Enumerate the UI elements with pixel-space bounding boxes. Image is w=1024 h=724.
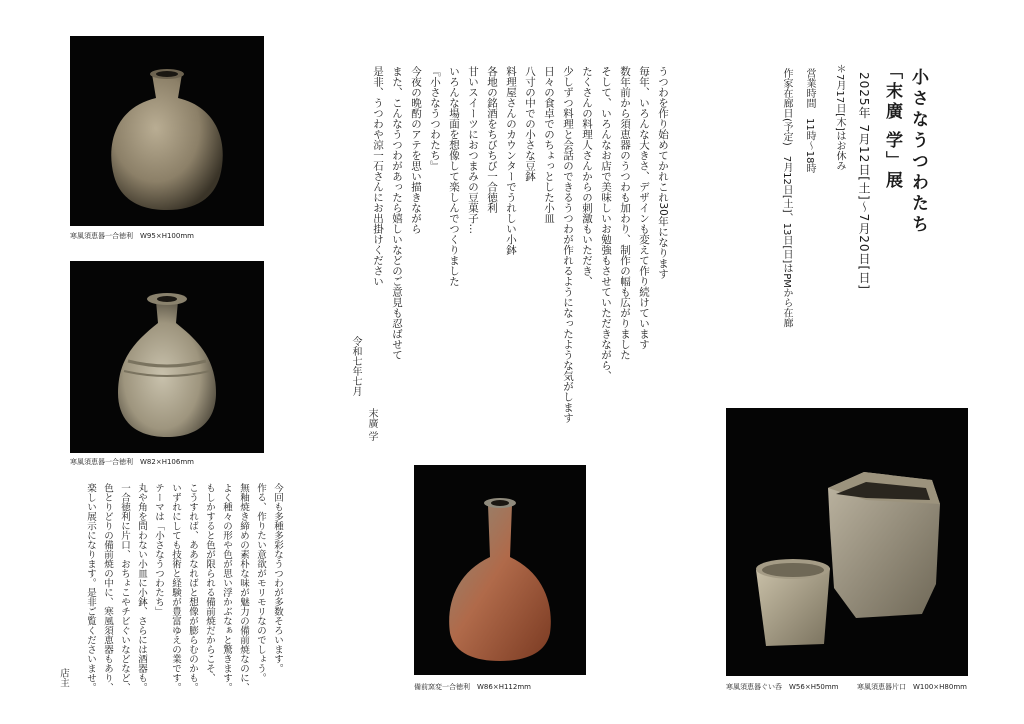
photo-bizen-bottle: [414, 465, 586, 675]
photo-sake-bottle-2: [70, 261, 264, 453]
shop-text-line: 作る、作りたい意欲がモリモリなのでしょう。: [255, 483, 266, 683]
main-text-line: そして、いろんなお店で美味しいお勉強もさせていただきながら、: [600, 66, 612, 381]
photo-sake-bottle-1: [70, 36, 264, 226]
shop-text-line: 一合徳利に片口、おちょこやチビぐいなどなど、: [119, 483, 130, 692]
shop-text-line: テーマは「小さなうつわたち」: [153, 483, 164, 616]
photo-2-caption: 寒風須恵器一合徳利 W82×H106mm: [70, 458, 194, 466]
bizen-bottle-image: [414, 465, 586, 675]
main-text-line: 甘いスイーツにおつまみの豆菓子…: [467, 66, 479, 234]
photo-3-caption: 備前窯変一合徳利 W86×H112mm: [414, 683, 531, 691]
shop-text-line: 丸や角を問わない小皿に小鉢、さらには酒器も。: [136, 483, 147, 692]
artist-attendance: 作家在廊日(予定) 7月12日[土]、13日[日]はPMから在廊: [781, 68, 792, 328]
sake-bottle-1-image: [70, 36, 264, 226]
shop-text-line: 無釉焼き締めの素朴な味が魅力の備前焼なのに、: [238, 483, 249, 692]
main-text-line: 料理屋さんのカウンターでうれしい小鉢: [505, 66, 517, 255]
shop-owner-sign: 店主: [58, 668, 69, 687]
main-text-line: 各地の銘酒をちびちび一合徳利: [486, 66, 498, 213]
shop-text-line: もしかすると色が限られる備前焼だからこそ、: [204, 483, 215, 683]
business-hours: 営業時間 11時〜18時: [804, 68, 815, 174]
shop-text-line: 今回も多種多彩なうつわが多数そろいます。: [272, 483, 283, 673]
main-text-line: 毎年、いろんな大きさ、デザインも変えて作り続けています: [638, 66, 650, 350]
closed-day-note: ＊7月17日[木]はお休み: [834, 64, 845, 171]
main-text-line: 数年前から須恵器のうつわも加わり、制作の幅も広がりました: [619, 66, 631, 360]
exhibition-dates: 2025年 7月12日[土]〜7月20日[日]: [857, 72, 871, 290]
sake-bottle-2-image: [70, 261, 264, 453]
main-text-line: 是非、うつわや涼一石さんにお出掛けください: [372, 66, 384, 287]
shop-text-line: よく種々の形や色が思い浮かぶなぁと驚きます。: [221, 483, 232, 692]
main-text-line: たくさんの料理人さんからの刺激もいただき、: [581, 66, 593, 287]
exhibition-title: 小さなうつわたち: [908, 68, 928, 236]
photo-4-caption: 寒風須恵器ぐい呑 W56×H50mm: [726, 683, 839, 691]
main-text-line: うつわを作り始めてかれこれ30年になります: [657, 66, 669, 279]
main-text-line: 今夜の晩酌のアテを思い描きながら: [410, 66, 422, 234]
signature-name: 末廣 学: [366, 408, 377, 442]
exhibition-subtitle: 「末廣 学」展: [882, 62, 902, 191]
main-text-line: 日々の食卓でのちょっとした小皿: [543, 66, 555, 224]
signature-date: 令和七年七月: [350, 336, 361, 396]
photo-1-caption: 寒風須恵器一合徳利 W95×H100mm: [70, 232, 194, 240]
photo-5-caption: 寒風須恵器片口 W100×H80mm: [857, 683, 967, 691]
photo-cup-and-katakuchi: [726, 408, 968, 676]
main-text-line: 八寸の中での小さな豆鉢: [524, 66, 536, 182]
shop-text-line: 色とりどりの備前焼の中に、寒風須恵器もあり、: [102, 483, 113, 692]
main-text-line: いろんな場面を想像して楽しんでつくりました: [448, 66, 460, 287]
main-text-line: 『小さなうつわたち』: [429, 66, 441, 171]
main-text-line: 少しずつ料理と会話のできるうつわが作れるようになったような気がします: [562, 66, 574, 423]
shop-text-line: いずれにしても技術と経験が豊富ゆえの業です。: [170, 483, 181, 692]
shop-text-line: こうすれば、ああなればと想像が膨らむのかも。: [187, 483, 198, 692]
main-text-line: また、こんなうつわがあったら嬉しいなどのご意見も忍ばせて: [391, 66, 403, 360]
cup-and-katakuchi-image: [726, 408, 968, 676]
shop-text-line: 楽しい展示になります。是非ご覧くださいませ。: [85, 483, 96, 692]
